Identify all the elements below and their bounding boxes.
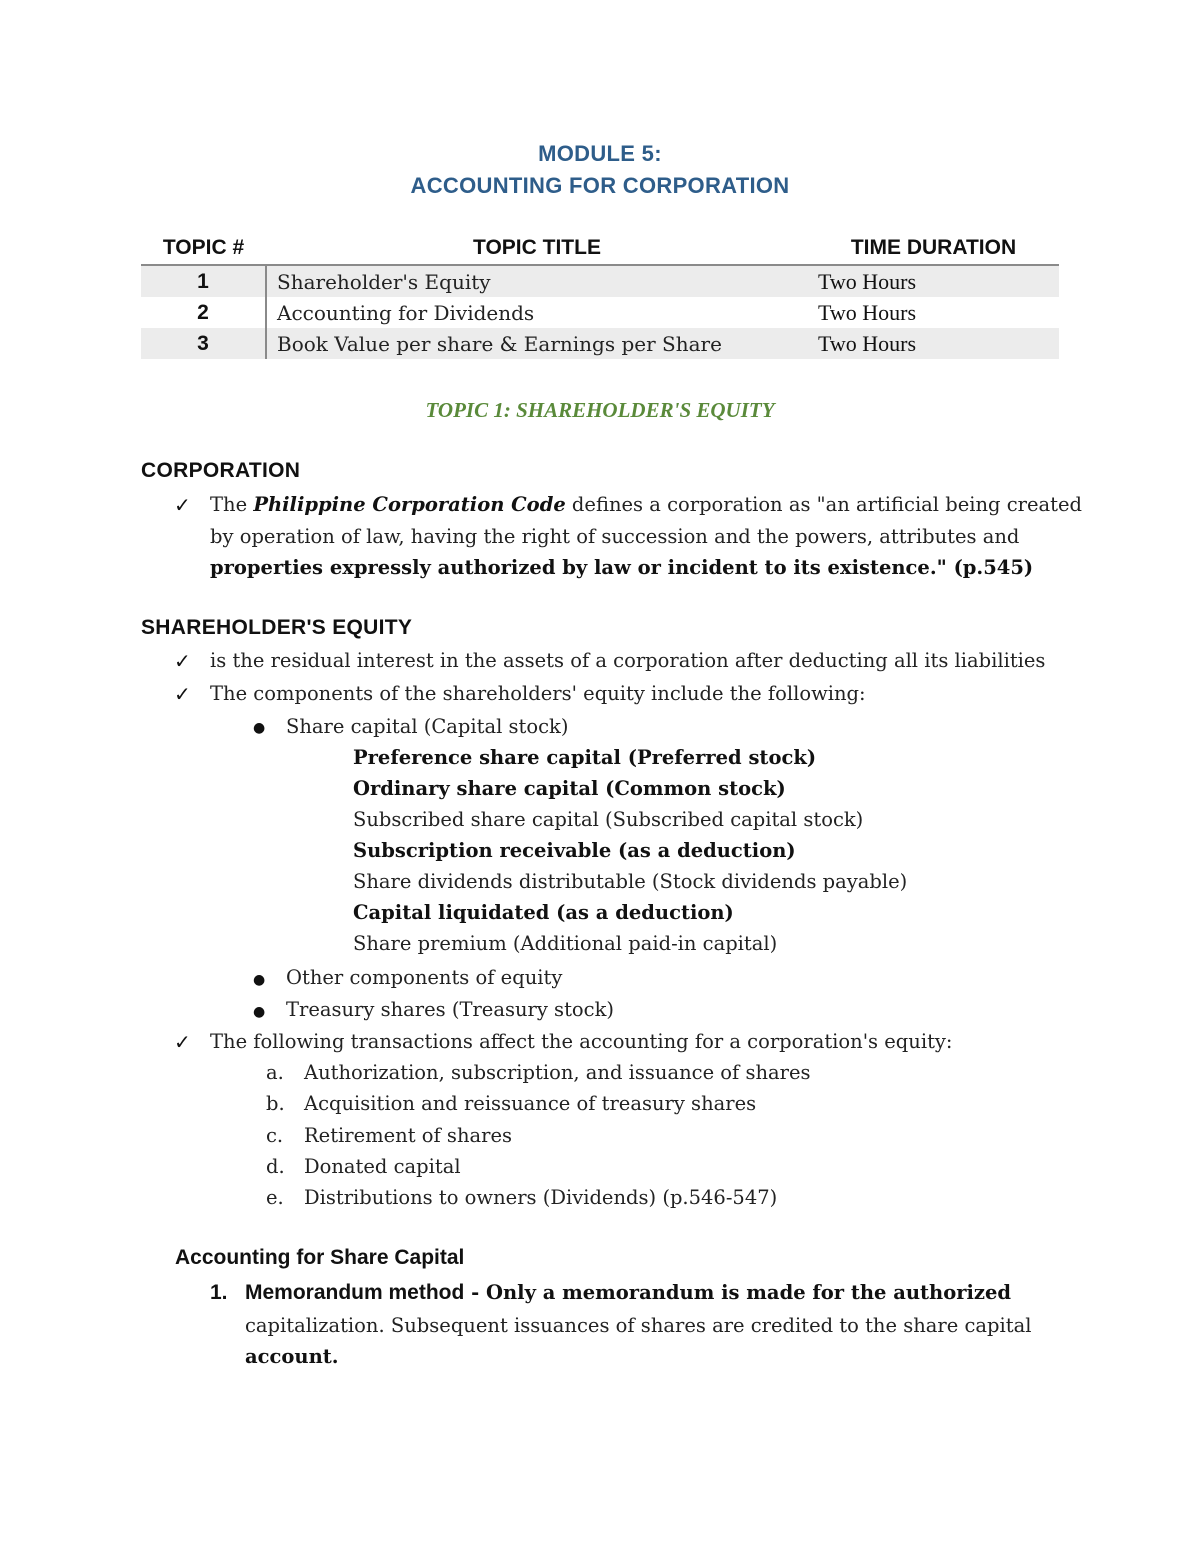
definition-prefix: The bbox=[210, 493, 254, 516]
sub-item-subscribed: Subscribed share capital (Subscribed capital stock) bbox=[353, 808, 864, 831]
topic-number: 3 bbox=[141, 328, 266, 359]
equity-components-intro: The components of the shareholders' equity include the following: bbox=[210, 682, 866, 705]
module-subtitle: ACCOUNTING FOR CORPORATION bbox=[410, 173, 790, 198]
list-letter: e. bbox=[266, 1186, 284, 1209]
memorandum-method-text: - Only a memorandum is made for the authorized bbox=[464, 1281, 1012, 1304]
share-capital-item: Share capital (Capital stock) bbox=[286, 715, 569, 738]
sub-item-preference: Preference share capital (Preferred stock) bbox=[353, 746, 817, 769]
bullet-icon: ● bbox=[253, 720, 266, 736]
module-title: MODULE 5: bbox=[538, 141, 662, 166]
corporation-code-name: Philippine Corporation Code bbox=[253, 493, 566, 516]
sub-item-capital-liquidated: Capital liquidated (as a deduction) bbox=[353, 901, 734, 924]
memorandum-method-line3: account. bbox=[245, 1345, 339, 1368]
list-letter: a. bbox=[266, 1061, 284, 1084]
sub-item-share-dividends: Share dividends distributable (Stock dividends payable) bbox=[353, 870, 908, 893]
table-header-row bbox=[141, 234, 1059, 265]
sub-item-ordinary: Ordinary share capital (Common stock) bbox=[353, 777, 786, 800]
checkmark-icon: ✓ bbox=[174, 493, 191, 517]
memorandum-method-line1 bbox=[245, 1281, 1011, 1305]
topics-table bbox=[141, 234, 1059, 359]
topic-title: Book Value per share & Earnings per Share bbox=[266, 328, 808, 359]
corporation-definition-line2: by operation of law, having the right of succession and the powers, attributes and bbox=[210, 525, 1020, 548]
checkmark-icon: ✓ bbox=[174, 682, 191, 706]
treasury-shares-item: Treasury shares (Treasury stock) bbox=[286, 998, 614, 1021]
transaction-item: Acquisition and reissuance of treasury shares bbox=[304, 1092, 757, 1115]
accounting-share-capital-heading: Accounting for Share Capital bbox=[175, 1246, 465, 1269]
checkmark-icon: ✓ bbox=[174, 1030, 191, 1054]
transaction-item: Donated capital bbox=[304, 1155, 461, 1178]
equity-definition: is the residual interest in the assets of a corporation after deducting all its liabilities bbox=[210, 649, 1046, 672]
transaction-item: Distributions to owners (Dividends) (p.546-547) bbox=[304, 1186, 778, 1209]
header-topic-title: TOPIC TITLE bbox=[266, 234, 808, 265]
table-row bbox=[141, 265, 1059, 297]
list-letter: b. bbox=[266, 1092, 285, 1115]
list-letter: d. bbox=[266, 1155, 285, 1178]
bullet-icon: ● bbox=[253, 1004, 266, 1020]
list-number: 1. bbox=[210, 1281, 228, 1304]
topic-duration: Two Hours bbox=[808, 328, 1059, 359]
list-letter: c. bbox=[266, 1124, 284, 1147]
topic-duration: Two Hours bbox=[818, 299, 917, 325]
checkmark-icon: ✓ bbox=[174, 649, 191, 673]
topic-number: 1 bbox=[141, 265, 266, 297]
topic-title: Shareholder's Equity bbox=[266, 265, 808, 297]
header-topic-number: TOPIC # bbox=[141, 234, 266, 265]
sub-item-share-premium: Share premium (Additional paid-in capital) bbox=[353, 932, 778, 955]
topic-1-heading: TOPIC 1: SHAREHOLDER'S EQUITY bbox=[425, 398, 775, 422]
sub-item-subscription-receivable: Subscription receivable (as a deduction) bbox=[353, 839, 796, 862]
table-row bbox=[141, 297, 1059, 328]
header-time-duration: TIME DURATION bbox=[808, 234, 1059, 265]
bullet-icon: ● bbox=[253, 972, 266, 988]
table-row bbox=[141, 328, 1059, 359]
corporation-definition-line3: properties expressly authorized by law or incident to its existence." (p.545) bbox=[210, 556, 1034, 579]
shareholders-equity-heading: SHAREHOLDER'S EQUITY bbox=[141, 616, 413, 639]
transaction-item: Retirement of shares bbox=[304, 1124, 512, 1147]
memorandum-method-name: Memorandum method bbox=[245, 1281, 465, 1304]
memorandum-method-line2: capitalization. Subsequent issuances of shares are credited to the share capital bbox=[245, 1314, 1032, 1337]
transaction-item: Authorization, subscription, and issuance of shares bbox=[304, 1061, 811, 1084]
topic-title: Accounting for Dividends bbox=[277, 300, 535, 325]
corporation-definition bbox=[210, 493, 1082, 516]
definition-text: defines a corporation as "an artificial being created bbox=[565, 493, 1083, 516]
other-components-item: Other components of equity bbox=[286, 966, 563, 989]
topic-number: 2 bbox=[141, 297, 266, 328]
transactions-intro: The following transactions affect the accounting for a corporation's equity: bbox=[210, 1030, 953, 1053]
corporation-heading: CORPORATION bbox=[141, 459, 301, 482]
topic-duration: Two Hours bbox=[808, 265, 1059, 297]
